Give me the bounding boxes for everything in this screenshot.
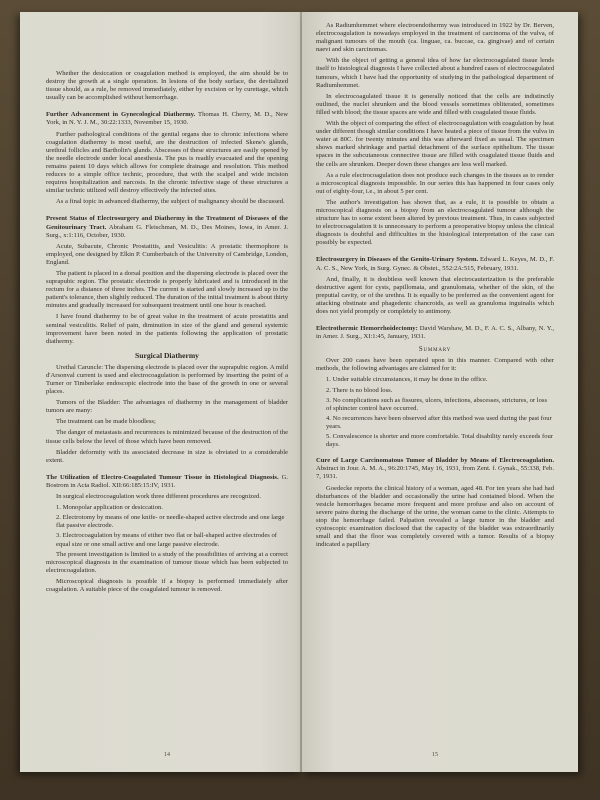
page-number-left: 14 <box>164 752 170 758</box>
right-column <box>316 22 554 762</box>
ref-citation: David Warshaw, M. D., F. A. C. S., Albany, N. Y., in Amer. J. Surg., XI:1:45, January, 1931. <box>316 325 554 341</box>
ref-title: The Utilization of Electro-Coagulated Tumour Tissue in Histological Diagnosis. <box>46 473 279 481</box>
left-paragraph-deformity: Bladder deformity with its associated decrease in size is obviated to a considerable extent. <box>46 448 288 464</box>
list-item: 5. Convalescence is shorter and more comfortable. Total disability rarely exceeds four days. <box>326 433 554 449</box>
right-paragraph-finally: And, finally, it is doubtless well known that electrocauterization is the preferable destructive agent for cysts, papillomata, and granulomata, whether of the skin, of the preputial cavity, or of the urethra. It is equally to be preferred as the convenient agent for attacking obstinate and phagedenic chancroids, as well as granuloma inguinalis which does not yield promptly or completely to antimony. <box>316 275 554 315</box>
ref-citation: Abstract in Jour. A. M. A., 96:20:1745, May 16, 1931, from Zent. f. Gynak., 55:338, Feb. 7, 1931. <box>316 465 554 481</box>
left-reference-fleischman <box>46 215 288 239</box>
list-item: 3. No complications such as fissures, ulcers, infections, abscesses, strictures, or loss of sphincter control have occurred. <box>326 396 548 412</box>
ref-citation: Thomas H. Cherry, M. D., New York, in N. Y. J. M., 30:22:1333, November 15, 1930. <box>46 111 288 127</box>
left-page <box>20 12 302 772</box>
left-reference-bostrom <box>46 474 288 490</box>
left-paragraph-dorsal-position: The patient is placed in a dorsal position and the dispersing electrode is placed over the suprapubic region. The prostatic electrode is properly lubricated and is introduced in the rectum for a distance of three inches. The current is started and slowly increased up to the patient's tolerance, then slightly reduced. The duration of the initial treatment is about thirty minutes and gradually increased for subsequent treatment until one hour is reached. <box>46 269 288 310</box>
left-paragraph-caruncle: Urethal Caruncle: The dispersing electrode is placed over the suprapubic region. A mild d'Arsonval current is used and electrocoagulation is performed by inserting the point of a Turner or Timberlake endoscopic electrode into the base of the growth in one or several places. <box>46 363 288 396</box>
right-paragraph-comparing: With the object of comparing the effect of electrocoagulation with coagulation by heat under different though similar conditions I have heated a piece of tissue from the vulva in water at 80C. for twenty minutes and this was afterward fixed as usual. The specimen shows marked shrinkage and partial detachment of the surface epithelium. The tissue spaces in the subcutaneous connective tissue are filled with coagulated tissue fluids and the cells are shrunken. Deeper down these changes are less well marked. <box>316 120 554 168</box>
left-paragraph-bladder-tumors: Tumors of the Bladder: The advantages of diathermy in the management of bladder tumors are many: <box>46 399 288 415</box>
left-paragraph-genital-organs: Further pathological conditions of the genital organs due to chronic infections where coagulation diathermy is most useful, are the destruction of infected Skene's glands, urethral follicles and Bartholin's glands. Abscesses of these structures are easily opened by the needle electrode under local anesthesia. The pus is readily evacuated and the opening remains patent 10 days which allows for complete drainage and resolution. This method reduces to a simple office technic, procedure, that with the scalpel and wide incision requires hospitalization and narcosis. In the chronic infective stage of these structures a similar technic utilized will destroy effectively the infected sites. <box>46 130 288 195</box>
right-paragraph-author: The author's investigation has shown that, as a rule, it is possible to obtain a microscopical diagnosis on a biopsy from an electrocoagulated tumour although the structure has to some extent been altered by previous treatment. Thus, in cases subjected to electrocoagulation it is unnecessary to perform a preoperative biopsy unless the clinical diagnosis is doubtful and difficulties in the histological interpretation of the case can possibly be expected. <box>316 198 554 247</box>
list-item: 2. There is no blood loss. <box>326 386 393 394</box>
list-item: 1. Monopolar application or desiccation. <box>56 504 163 512</box>
ref-citation: Edward L. Keyes, M. D., F. A. C. S., New York, in Surg. Gynec. & Obstet., 552:2A:515, February, 1931. <box>316 256 554 272</box>
left-paragraph-investigation: The present investigation is limited to a study of the possibilities of arriving at a correct microscopical diagnosis in the examination of tumour tissue which has been subjected to electrocoagulation. <box>46 550 288 574</box>
ref-title: Present Status of Electrosurgery and Diathermy in the Treatment of Diseases of the Genitourinary Tract. <box>46 215 288 231</box>
right-page <box>302 12 578 772</box>
left-paragraph-desiccation: Whether the desiccation or coagulation method is employed, the aim should be to destroy the growth at a single operation. In lesions of the body surface, the devitalized tissue should, as a rule, be removed immediately, either by excision or by curettage, which usually can be accomplished without hemorrhage. <box>46 70 288 102</box>
right-reference-warshaw <box>316 325 554 341</box>
left-paragraph-procedures: In surgical electrocoagulation work three different procedures are recognized. <box>56 493 261 501</box>
section-heading-summary: Summary <box>418 346 452 354</box>
left-paragraph-malignancy: As a final topic in advanced diathermy, the subject of malignancy should be discussed. <box>56 198 285 206</box>
list-item: 2. Electrotomy by means of one knife- or needle-shaped active electrode and one large flat passive electrode. <box>56 514 285 530</box>
right-paragraph-rule: As a rule electrocoagulation does not produce such changes in the tissues as to render a microscopical diagnosis impossible. In our series this has happened in four cases only out of eighty-four, i.e., in about 5 per cent. <box>316 171 554 195</box>
right-paragraph-object: With the object of getting a general idea of how far electrocoagulated tissue lends itself to histological diagnosis I have collected about a hundred cases of electrocoagulated tumours, which I have had the opportunity of studying in the pathological department of Radiumhemmet. <box>316 57 554 89</box>
right-paragraph-cells: In electrocoagulated tissue it is generally noticed that the cells are indistinctly outlined, the nuclei shrunken and the blood vessels sometimes obliterated, sometimes filled with blood; the tissue spaces are wide and filled with coagulated tissue fluids. <box>316 92 554 116</box>
left-paragraph-value: I have found diathermy to be of great value in the treatment of acute prostatitis and seminal vesiculitis. Relief of pain, diminution in size of the gland and general systemic improvement have been noted in the patients following the application of prostatic diathermy. <box>46 313 288 345</box>
left-column <box>46 70 288 762</box>
left-paragraph-metastasis: The danger of metastasis and recurrences is minimized because of the destruction of the tissue cells below the level of those which have been removed. <box>46 429 288 445</box>
ref-citation: Abraham G. Fleischman, M. D., Des Moines, Iowa, in Amer. J. Surg., x:1:116, October, 1930. <box>46 223 288 239</box>
section-heading-surgical-diathermy: Surgical Diathermy <box>135 350 199 360</box>
left-paragraph-prostatitis: Acute, Subacute, Chronic Prostatitis, and Vesiculitis: A prostatic thermophore is employed, one designed by Elkin P. Cumberbatch of the University of Cambridge, London, England. <box>46 242 288 266</box>
right-paragraph-200-cases: Over 200 cases have been operated upon in this manner. Compared with other methods, the following advantages are claimed for it: <box>316 357 554 373</box>
right-reference-keyes <box>316 256 554 272</box>
ref-title: Further Advancement in Gynecological Diathermy. <box>46 111 196 119</box>
ref-citation: G. Bostrom in Acta Radiol. XII:66:185:15:IV, 1931. <box>46 473 289 489</box>
right-reference-goedecke <box>316 457 554 481</box>
page-number-right: 15 <box>432 752 438 758</box>
left-reference-cherry <box>46 111 288 127</box>
right-paragraph-radiumhemmet: As Radiumhemmet where electroendothermy was introduced in 1922 by Dr. Berven, electrocoagulation is nowadays employed in the treatment of carcinoma of the vulva, of malignant tumours of the mouth (ca. linguae, ca. buccae, ca. gingivae) and of certain naevi and skin carcinomas. <box>316 22 554 54</box>
left-paragraph-bloodless: The treatment can be made bloodless; <box>56 418 156 426</box>
ref-title: Cure of Large Carcinomatous Tumor of Bladder by Means of Electrocoagulation. <box>316 457 554 465</box>
list-item: 3. Electrocoagulation by means of either two flat or ball-shaped active electrodes of equal size or one small active and one large passive electrode. <box>56 532 277 548</box>
ref-title: Electrothermic Hemorrhoidectomy: <box>316 325 418 333</box>
right-paragraph-goedecke: Goedecke reports the clinical history of a woman, aged 48. For ten years she had had disturbances of the bladder and occasionally the urine had contained blood. When the vesicle hemorrhages became more frequent and more profuse and also on account of severe pains during the discharge of the urine, the woman came to the clinic. Attempts to stop the hemorrhage failed. Palpation revealed a large tumor in the bladder and cystoscopic examination disclosed that the capacity of the bladder was extraordinarily small and that the floor was completely covered with a tumor. Results of a biopsy indicated a papillary <box>316 484 554 549</box>
left-paragraph-microscopical: Microscopical diagnosis is possible if a biopsy is performed immediately after coagulation. A suitable piece of the coagulated tumour is removed. <box>46 577 288 593</box>
list-item: 4. No recurrences have been observed after this method was used during the past four years. <box>326 414 552 430</box>
list-item: 1. Under suitable circumstances, it may be done in the office. <box>326 376 488 384</box>
ref-title: Electrosurgery in Diseases of the Genito-Urinary System. <box>316 256 479 264</box>
